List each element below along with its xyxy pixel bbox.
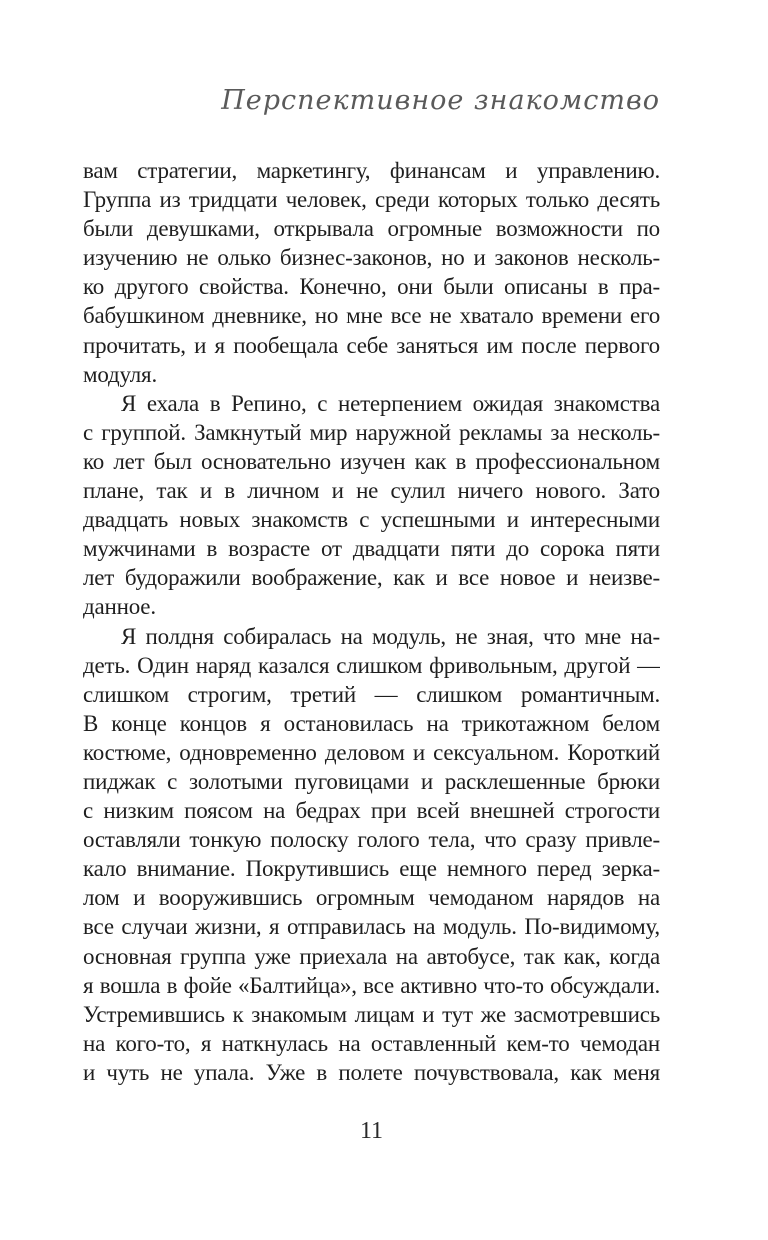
text-line: костюме, одновременно деловом и сексуальном. Короткий	[83, 739, 660, 765]
text-line: В конце концов я остановилась на трикотажном белом	[83, 710, 660, 736]
text-line: основная группа уже приехала на автобусе, так как, когда	[83, 943, 660, 969]
text-line: кало внимание. Покрутившись еще немного перед зерка-	[83, 856, 660, 882]
text-line: все случаи жизни, я отправилась на модуль. По-видимому,	[83, 914, 660, 940]
text-line: прочитать, и я пообещала себе заняться им после первого	[83, 332, 660, 358]
text-line: вам стратегии, маркетингу, финансам и управлению.	[83, 158, 660, 183]
text-line: плане, так и в личном и не сулил ничего нового. Зато	[83, 478, 660, 504]
text-line: с низким поясом на бедрах при всей внешней строгости	[83, 798, 660, 824]
text-line: и чуть не упала. Уже в полете почувствовала, как меня	[83, 1059, 660, 1085]
text-line: с группой. Замкнутый мир наружной рекламы за несколь-	[83, 419, 660, 445]
text-line: двадцать новых знакомств с успешными и интересными	[83, 507, 660, 533]
text-line: на кого-то, я наткнулась на оставленный кем-то чемодан	[83, 1030, 660, 1056]
text-line: бабушкином дневнике, но мне все не хватало времени его	[83, 303, 660, 329]
text-line: Устремившись к знакомым лицам и тут же засмотревшись	[83, 1001, 660, 1027]
text-line: деть. Один наряд казался слишком фривольным, другой —	[83, 652, 660, 678]
text-line: пиджак с золотыми пуговицами и расклешенные брюки	[83, 768, 660, 794]
text-line: были девушками, открывала огромные возможности по	[83, 216, 660, 242]
text-line: ко лет был основательно изучен как в профессиональном	[83, 448, 660, 474]
text-line: изучению не олько бизнес-законов, но и законов несколь-	[83, 245, 660, 271]
text-line: Я ехала в Репино, с нетерпением ожидая знакомства	[121, 390, 660, 416]
text-line: ко другого свойства. Конечно, они были описаны в пра-	[83, 274, 660, 300]
body-text	[83, 156, 660, 1087]
text-line: лет будоражили воображение, как и все новое и неизве-	[83, 565, 660, 591]
text-line: модуля.	[83, 361, 157, 387]
text-line: я вошла в фойе «Балтийца», все активно что-то обсуждали.	[83, 972, 660, 998]
text-line: данное.	[83, 594, 156, 620]
text-line: Группа из тридцати человек, среди которых только десять	[83, 187, 660, 213]
text-line: оставляли тонкую полоску голого тела, что сразу привле-	[83, 827, 660, 853]
text-line: слишком строгим, третий — слишком романтичным.	[83, 681, 660, 707]
page-number: 11	[359, 1118, 384, 1144]
text-line: лом и вооружившись огромным чемоданом нарядов на	[83, 885, 660, 911]
text-line: Я полдня собиралась на модуль, не зная, что мне на-	[121, 623, 660, 649]
running-header-title: Перспективное знакомство	[221, 85, 660, 116]
text-line: мужчинами в возрасте от двадцати пяти до сорока пяти	[83, 536, 660, 562]
